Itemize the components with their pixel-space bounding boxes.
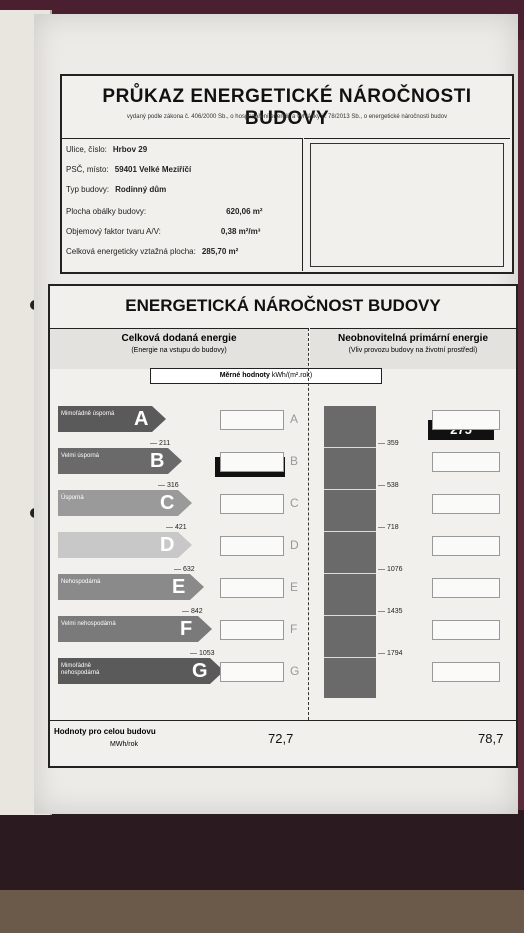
totals-left-value: 72,7 (268, 731, 294, 746)
left-class-letter: F (290, 622, 298, 636)
left-class-letter: C (290, 496, 299, 510)
totals-unit: MWh/rok (110, 741, 138, 748)
left-boundary-tick: — 842 (182, 608, 203, 615)
right-column-subtitle: (Vliv provozu budovy na životní prostředí) (348, 347, 478, 354)
right-class-slot (432, 536, 500, 556)
section-title: ENERGETICKÁ NÁROČNOST BUDOVY (125, 296, 441, 315)
class-letter: D (160, 534, 175, 556)
info-row: Celková energeticky vztažná plocha: 285,70 m² (66, 247, 239, 256)
totals-label: Hodnoty pro celou budovu (54, 727, 156, 736)
scale-divider (324, 447, 376, 448)
right-boundary-tick: — 718 (378, 524, 399, 531)
certificate-subtitle: vydaný podle zákona č. 406/2000 Sb., o hospodaření energií, a vyhlášky č. 78/2013 Sb., o energetické náročnosti budov (126, 114, 448, 120)
left-class-slot (220, 410, 284, 430)
building-info (62, 138, 303, 271)
right-boundary-tick: — 1794 (378, 650, 403, 657)
class-name: Velmi nehospodárná (61, 621, 116, 627)
left-boundary-tick: — 421 (166, 524, 187, 531)
left-class-slot (220, 452, 284, 472)
class-letter: B (150, 450, 165, 472)
right-class-slot (432, 662, 500, 682)
specific-values-label: Měrné hodnoty kWh/(m².rok) (150, 368, 382, 384)
scale-divider (324, 615, 376, 616)
scale-divider (324, 531, 376, 532)
left-column-title: Celková dodaná energie (121, 333, 237, 344)
scale-divider (324, 573, 376, 574)
energy-performance-box (48, 284, 518, 768)
column-divider (308, 328, 309, 720)
left-class-slot (220, 536, 284, 556)
class-letter: G (192, 660, 208, 682)
right-boundary-tick: — 359 (378, 440, 399, 447)
class-name: Mimořádně úsporná (61, 411, 115, 417)
totals-right-value: 78,7 (478, 731, 504, 746)
left-class-slot (220, 494, 284, 514)
left-boundary-tick: — 211 (150, 440, 171, 447)
class-name: Nehospodárná (61, 579, 101, 585)
right-class-slot (432, 410, 500, 430)
left-boundary-tick: — 1053 (190, 650, 215, 657)
info-row: Objemový faktor tvaru A/V: 0,38 m²/m³ (66, 227, 261, 236)
right-column-header (310, 328, 516, 369)
certificate-title: PRŮKAZ ENERGETICKÉ NÁROČNOSTI BUDOVY (102, 86, 472, 129)
left-class-letter: A (290, 412, 299, 426)
left-column-header (50, 328, 308, 369)
right-class-slot (432, 578, 500, 598)
class-letter: A (134, 408, 149, 430)
building-photo-area (304, 138, 510, 271)
photo-frame (310, 143, 504, 267)
class-letter: E (172, 576, 186, 598)
class-name: Velmi úsporná (61, 453, 100, 459)
left-class-slot (220, 662, 284, 682)
class-letter: C (160, 492, 175, 514)
building-totals (50, 720, 516, 765)
scale-divider (324, 657, 376, 658)
primary-energy-scale (324, 406, 376, 698)
class-name: Úsporná (61, 495, 84, 501)
left-column-subtitle: (Energie na vstupu do budovy) (131, 347, 227, 354)
left-class-letter: D (290, 538, 299, 552)
left-boundary-tick: — 632 (174, 566, 195, 573)
left-class-letter: E (290, 580, 299, 594)
right-class-slot (432, 620, 500, 640)
info-row: Plocha obálky budovy: 620,06 m² (66, 207, 263, 216)
left-class-slot (220, 578, 284, 598)
left-class-letter: B (290, 454, 299, 468)
right-class-slot (432, 452, 500, 472)
left-class-slot (220, 620, 284, 640)
background-floor (0, 890, 524, 933)
info-row: Typ budovy: Rodinný dům (66, 185, 167, 194)
info-row: Ulice, číslo: Hrbov 29 (66, 145, 148, 154)
class-letter: F (180, 618, 193, 640)
right-boundary-tick: — 1076 (378, 566, 403, 573)
scale-divider (324, 489, 376, 490)
info-row: PSČ, místo: 59401 Velké Meziříčí (66, 165, 192, 174)
right-column-title: Neobnovitelná primární energie (337, 333, 489, 344)
left-boundary-tick: — 316 (158, 482, 179, 489)
left-class-letter: G (290, 664, 300, 678)
class-name: Mimořádně nehospodárná (61, 663, 100, 676)
right-boundary-tick: — 538 (378, 482, 399, 489)
right-boundary-tick: — 1435 (378, 608, 403, 615)
right-class-slot (432, 494, 500, 514)
certificate-header-box (60, 74, 514, 274)
